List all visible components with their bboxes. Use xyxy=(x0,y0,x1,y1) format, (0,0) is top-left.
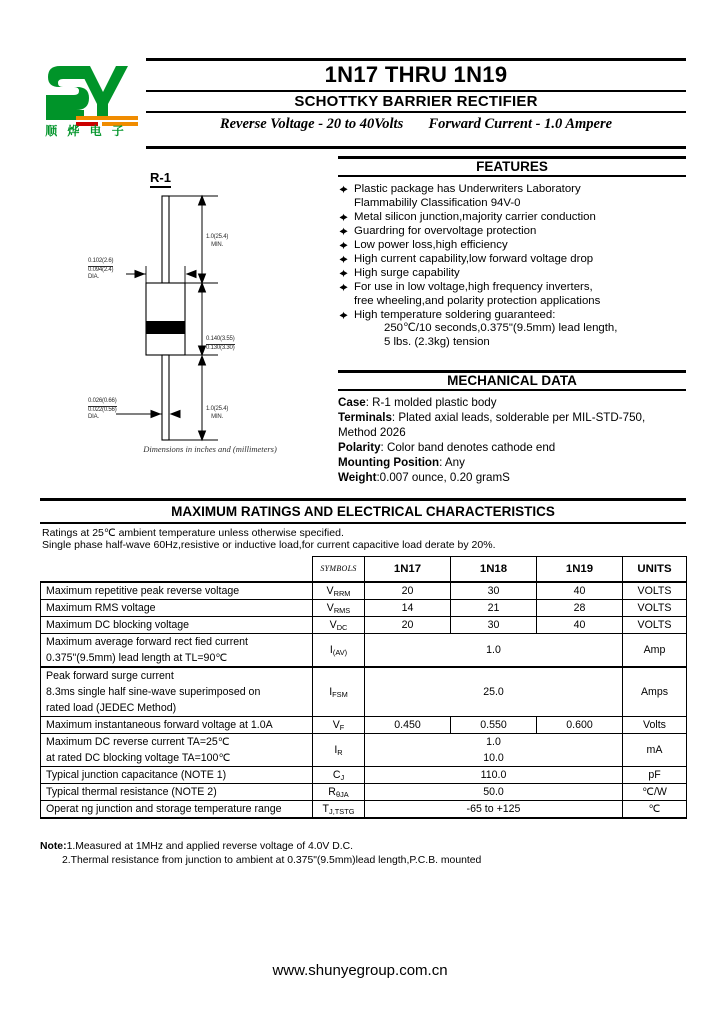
ratings-condition-line-1: Ratings at 25℃ ambient temperature unless otherwise specified. xyxy=(42,527,344,539)
feature-line: Guardring for overvoltage protection xyxy=(354,224,537,237)
logo-stripe-orange-top xyxy=(76,116,138,120)
table-row xyxy=(41,599,687,616)
footnotes xyxy=(40,840,686,867)
mechanical-label: Weight xyxy=(338,470,377,484)
dim-body-diameter: 0.102(2.6) 0.094(2.4) DIA. xyxy=(88,258,114,280)
mechanical-value: Plated axial leads, solderable per MIL-STD-750, xyxy=(398,410,646,424)
bullet-icon xyxy=(339,269,348,278)
ratings-conditions xyxy=(40,524,686,556)
mechanical-label: Case xyxy=(338,396,366,409)
table-cell-symbol: TJ,TSTG xyxy=(313,800,365,818)
feature-item xyxy=(338,183,686,210)
table-cell-parameter xyxy=(41,783,313,800)
table-cell-symbol: I(AV) xyxy=(313,633,365,667)
logo-chinese-text: 顺 烨 电 子 xyxy=(45,124,127,138)
feature-line: High temperature soldering guaranteed: xyxy=(354,308,556,321)
table-cell-value: -65 to +125 xyxy=(466,802,521,815)
table-cell-description: at rated DC blocking voltage TA=100℃ xyxy=(46,751,231,764)
table-row xyxy=(41,733,687,766)
feature-line: 250℃/10 seconds,0.375"(9.5mm) lead length, xyxy=(384,322,618,335)
table-header-1n18: 1N18 xyxy=(451,556,537,582)
table-row xyxy=(41,716,687,733)
table-cell-unit: Amps xyxy=(623,667,687,717)
mechanical-row: Weight:0.007 ounce, 0.20 gramS xyxy=(338,470,510,484)
mechanical-panel xyxy=(338,370,686,485)
feature-line: High surge capability xyxy=(354,267,460,280)
mechanical-row: Polarity: Color band denotes cathode end xyxy=(338,440,556,454)
table-row xyxy=(41,667,687,717)
lead-upper xyxy=(162,196,169,283)
table-cell-description: Maximum average forward rect fied current xyxy=(46,635,248,648)
table-cell-value-1n18: 30 xyxy=(451,616,537,633)
mechanical-row: Mounting Position: Any xyxy=(338,455,465,469)
table-cell-unit: ℃ xyxy=(623,800,687,818)
feature-line: Low power loss,high efficiency xyxy=(354,238,508,251)
table-cell-parameter xyxy=(41,633,313,667)
feature-line: free wheeling,and polarity protection applications xyxy=(354,294,601,307)
feature-line: Plastic package has Underwriters Laboratory xyxy=(354,183,581,195)
table-cell-description: Maximum instantaneous forward voltage at 1.0A xyxy=(46,718,273,731)
features-panel xyxy=(338,156,686,350)
table-cell-parameter xyxy=(41,667,313,717)
ratings-condition-line-2: Single phase half-wave 60Hz,resistive or inductive load,for current capacitive load derate by 20%. xyxy=(42,539,496,552)
page-subtitle: SCHOTTKY BARRIER RECTIFIER xyxy=(294,93,538,110)
table-cell-unit: mA xyxy=(623,733,687,766)
footer-url[interactable]: www.shunyegroup.com.cn xyxy=(272,962,448,979)
mechanical-body xyxy=(338,396,686,485)
table-cell-symbol: IFSM xyxy=(313,667,365,717)
table-cell-value-1n18: 30 xyxy=(451,582,537,600)
table-cell-parameter xyxy=(41,766,313,783)
table-cell-unit: pF xyxy=(623,766,687,783)
table-cell-symbol: IR xyxy=(313,733,365,766)
mechanical-rule-bottom xyxy=(338,389,686,392)
table-cell-value: 110.0 xyxy=(480,768,507,781)
table-cell-value-span xyxy=(365,800,623,818)
dim-body-length: 0.140(3.55) 0.130(3.30) xyxy=(206,336,235,351)
table-cell-unit: VOLTS xyxy=(623,582,687,600)
lead-lower xyxy=(162,355,169,440)
table-cell-value-span xyxy=(365,783,623,800)
page-header xyxy=(36,58,686,150)
header-spec-line xyxy=(146,114,686,134)
table-cell-description: Maximum DC reverse current TA=25℃ xyxy=(46,735,230,748)
table-cell-unit: Volts xyxy=(623,716,687,733)
bullet-icon xyxy=(339,241,348,250)
table-cell-value-1n19: 40 xyxy=(537,616,623,633)
bullet-icon xyxy=(339,283,348,292)
features-rule-bottom xyxy=(338,175,686,178)
table-cell-value: 1.0 xyxy=(486,735,501,748)
table-cell-value-1n17: 20 xyxy=(365,616,451,633)
feature-line: For use in low voltage,high frequency inverters, xyxy=(354,281,593,294)
table-cell-value-span xyxy=(365,667,623,717)
mechanical-heading: MECHANICAL DATA xyxy=(447,372,577,388)
header-rule-third xyxy=(146,111,686,113)
footnote-2: 2.Thermal resistance from junction to ambient at 0.375"(9.5mm)lead length,P.C.B. mounted xyxy=(62,854,482,866)
features-list xyxy=(338,183,686,350)
table-cell-parameter xyxy=(41,716,313,733)
mechanical-value: 0.007 ounce, 0.20 gramS xyxy=(379,470,510,484)
table-cell-description: 0.375"(9.5mm) lead length at TL=90℃ xyxy=(46,651,228,664)
features-heading: FEATURES xyxy=(476,158,548,174)
header-rule-bottom xyxy=(146,146,686,149)
table-cell-value-1n19: 40 xyxy=(537,582,623,600)
table-cell-symbol: VRMS xyxy=(313,599,365,616)
table-row xyxy=(41,582,687,600)
table-cell-symbol: VDC xyxy=(313,616,365,633)
header-text-block xyxy=(146,58,686,150)
mechanical-row: Terminals: Plated axial leads, solderable per MIL-STD-750, xyxy=(338,410,646,424)
dim-lead-diameter: 0.026(0.66) 0.022(0.56) DIA. xyxy=(88,398,117,420)
table-header-symbols: SYMBOLS xyxy=(313,556,365,582)
table-cell-value-1n19: 28 xyxy=(537,599,623,616)
table-cell-symbol: VRRM xyxy=(313,582,365,600)
table-cell-symbol: RθJA xyxy=(313,783,365,800)
table-cell-value: 50.0 xyxy=(483,785,504,798)
drawing-caption: Dimensions in inches and (millimeters) xyxy=(143,444,277,454)
table-cell-value-1n18: 0.550 xyxy=(451,716,537,733)
company-logo xyxy=(36,60,144,150)
table-cell-parameter xyxy=(41,800,313,818)
table-cell-description: Maximum DC blocking voltage xyxy=(46,618,190,631)
table-header-units: UNITS xyxy=(623,556,687,582)
table-cell-description: rated load (JEDEC Method) xyxy=(46,701,177,714)
table-cell-value-1n18: 21 xyxy=(451,599,537,616)
table-cell-value-1n17: 14 xyxy=(365,599,451,616)
diode-body xyxy=(146,283,185,355)
table-cell-description: Operat ng junction and storage temperature range xyxy=(46,802,282,815)
table-cell-unit: VOLTS xyxy=(623,616,687,633)
table-cell-description: Maximum RMS voltage xyxy=(46,601,156,614)
table-header-row xyxy=(41,556,687,582)
feature-item xyxy=(338,211,686,225)
table-cell-value: 25.0 xyxy=(483,685,504,698)
table-header-blank xyxy=(41,556,313,582)
feature-item xyxy=(338,309,686,350)
mechanical-label: Terminals xyxy=(338,410,392,424)
table-cell-description: 8.3ms single half sine-wave superimposed on xyxy=(46,685,261,698)
table-cell-parameter xyxy=(41,616,313,633)
table-cell-value-span xyxy=(365,766,623,783)
mechanical-row: Case: R-1 molded plastic body xyxy=(338,396,497,409)
table-cell-value: 1.0 xyxy=(486,643,501,656)
table-cell-value-span xyxy=(365,733,623,766)
table-row xyxy=(41,766,687,783)
bullet-icon xyxy=(339,311,348,320)
package-name-label: R-1 xyxy=(150,170,171,188)
mechanical-value: Method 2026 xyxy=(338,425,406,439)
feature-line: 5 lbs. (2.3kg) tension xyxy=(384,336,490,349)
bullet-icon xyxy=(339,227,348,236)
bullet-icon xyxy=(339,185,348,194)
feature-line: Metal silicon junction,majority carrier conduction xyxy=(354,210,596,223)
feature-item xyxy=(338,253,686,267)
table-cell-parameter xyxy=(41,733,313,766)
table-row xyxy=(41,800,687,818)
table-cell-symbol: CJ xyxy=(313,766,365,783)
table-cell-unit: ℃/W xyxy=(623,783,687,800)
cathode-band xyxy=(146,321,185,334)
page-title: 1N17 THRU 1N19 xyxy=(324,62,508,87)
mechanical-row xyxy=(338,426,686,440)
feature-item xyxy=(338,225,686,239)
bullet-icon xyxy=(339,213,348,222)
dim-lower-lead-length: 1.0(25.4) MIN. xyxy=(206,406,229,420)
feature-item xyxy=(338,267,686,281)
table-header-1n19: 1N19 xyxy=(537,556,623,582)
feature-item xyxy=(338,281,686,308)
mechanical-value: Color band denotes cathode end xyxy=(386,440,556,454)
package-outline-svg xyxy=(86,166,326,446)
feature-line: High current capability,low forward voltage drop xyxy=(354,252,594,265)
mechanical-label: Polarity xyxy=(338,440,381,454)
dim-upper-lead-length: 1.0(25.4) MIN. xyxy=(206,234,229,248)
spec-forward-current: Forward Current - 1.0 Ampere xyxy=(428,116,613,132)
table-row xyxy=(41,633,687,667)
ratings-section xyxy=(40,498,686,819)
footnote-1: 1.Measured at 1MHz and applied reverse voltage of 4.0V D.C. xyxy=(66,841,354,852)
table-cell-unit: Amp xyxy=(623,633,687,667)
table-cell-description: Typical junction capacitance (NOTE 1) xyxy=(46,768,227,781)
table-header-1n17: 1N17 xyxy=(365,556,451,582)
table-row xyxy=(41,783,687,800)
table-cell-value: 10.0 xyxy=(483,751,504,764)
mechanical-value: Any xyxy=(444,455,465,469)
table-cell-description: Peak forward surge current xyxy=(46,669,174,682)
specifications-table xyxy=(40,556,687,819)
table-row xyxy=(41,616,687,633)
table-cell-description: Typical thermal resistance (NOTE 2) xyxy=(46,785,217,798)
table-cell-value-1n19: 0.600 xyxy=(537,716,623,733)
feature-item xyxy=(338,239,686,253)
table-cell-value-span xyxy=(365,633,623,667)
package-drawing xyxy=(86,166,326,466)
mechanical-value: R-1 molded plastic body xyxy=(372,396,497,409)
bullet-icon xyxy=(339,255,348,264)
table-cell-parameter xyxy=(41,599,313,616)
table-cell-value-1n17: 0.450 xyxy=(365,716,451,733)
table-cell-symbol: VF xyxy=(313,716,365,733)
ratings-heading: MAXIMUM RATINGS AND ELECTRICAL CHARACTERISTICS xyxy=(171,503,555,519)
table-cell-parameter xyxy=(41,582,313,600)
table-cell-value-1n17: 20 xyxy=(365,582,451,600)
mechanical-label: Mounting Position xyxy=(338,455,440,469)
feature-line: Flammabilily Classification 94V-0 xyxy=(354,196,521,209)
table-cell-unit: VOLTS xyxy=(623,599,687,616)
table-cell-description: Maximum repetitive peak reverse voltage xyxy=(46,584,240,597)
spec-reverse-voltage: Reverse Voltage - 20 to 40Volts xyxy=(219,116,404,132)
footnote-label: Note: xyxy=(40,841,67,852)
footnote-1-line xyxy=(40,840,686,854)
